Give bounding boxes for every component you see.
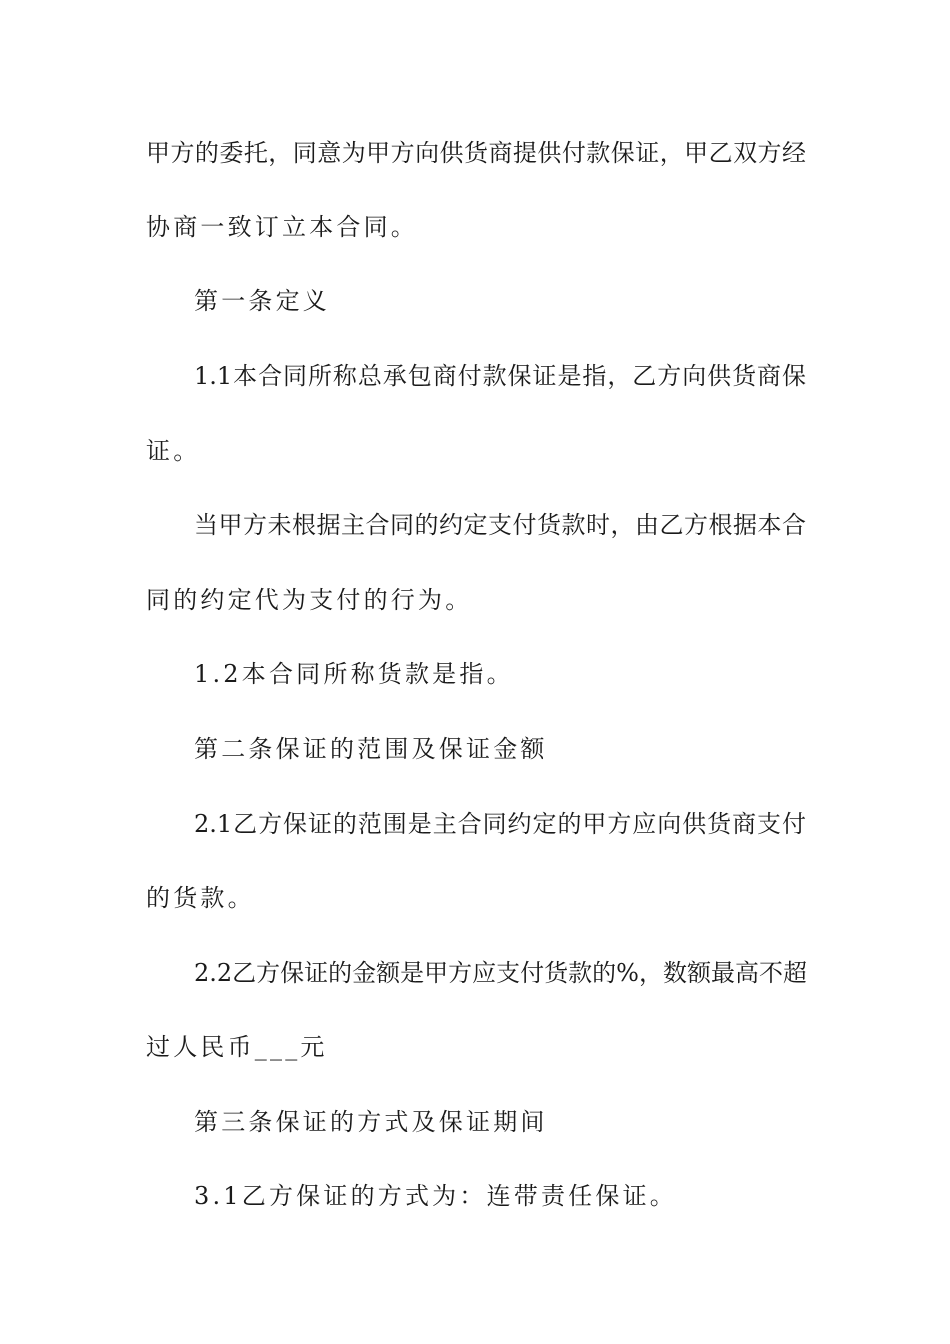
clause-line: 的货款。 bbox=[146, 884, 255, 912]
clause-line: 2.2乙方保证的金额是甲方应支付货款的%，数额最高不超 bbox=[194, 959, 807, 987]
clause-line: 证。 bbox=[146, 437, 201, 465]
paragraph-line: 同的约定代为支付的行为。 bbox=[146, 586, 473, 614]
clause-line: 1.2本合同所称货款是指。 bbox=[194, 660, 514, 688]
paragraph-line: 当甲方未根据主合同的约定支付货款时，由乙方根据本合 bbox=[194, 511, 806, 539]
clause-line: 3.1乙方保证的方式为：连带责任保证。 bbox=[194, 1182, 677, 1210]
clause-line: 1.1本合同所称总承包商付款保证是指，乙方向供货商保 bbox=[194, 362, 806, 390]
clause-line: 过人民币___元 bbox=[146, 1033, 328, 1061]
section-heading: 第三条保证的方式及保证期间 bbox=[194, 1108, 548, 1136]
section-heading: 第二条保证的范围及保证金额 bbox=[194, 735, 548, 763]
paragraph-line: 甲方的委托，同意为甲方向供货商提供付款保证，甲乙双方经 bbox=[146, 139, 806, 167]
paragraph-line: 协商一致订立本合同。 bbox=[146, 213, 418, 241]
section-heading: 第一条定义 bbox=[194, 287, 330, 315]
clause-line: 2.1乙方保证的范围是主合同约定的甲方应向供货商支付 bbox=[194, 810, 806, 838]
